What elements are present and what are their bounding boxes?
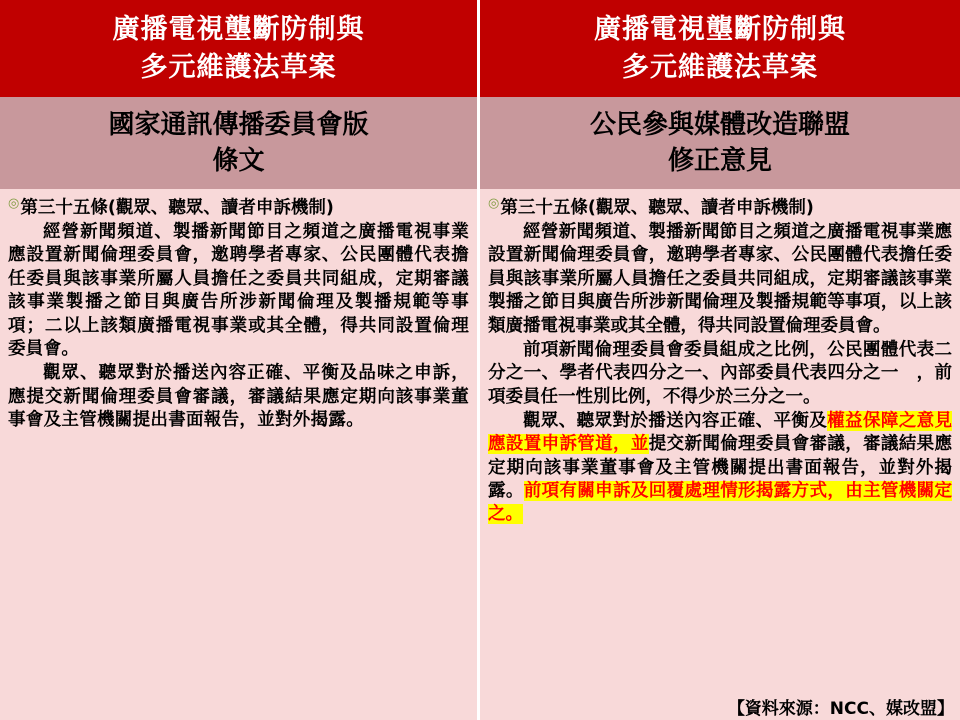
- main-title-right-line2: 多元維護法草案: [622, 51, 818, 83]
- clause-heading-left: [8, 195, 469, 220]
- version-header-left: [0, 97, 480, 189]
- paragraph: 經營新聞頻道、製播新聞節目之頻道之廣播電視事業應設置新聞倫理委員會，邀聘學者專家、公民團體代表擔任委員與該事業所屬人員擔任之委員共同組成，定期審議該事業製播之節目與廣告所涉新聞倫理及製播規範等事項，以上該類廣播電視事業或其全體，得共同設置倫理委員會。: [488, 222, 952, 336]
- version-right-line2: 修正意見: [667, 146, 772, 176]
- version-header-right: [480, 97, 960, 189]
- version-header-band: [0, 97, 960, 189]
- diamond-bullet-icon: ◎: [8, 196, 20, 211]
- main-title-left-line1: 廣播電視壟斷防制與: [112, 14, 365, 46]
- clause-title-left: 第三十五條(觀眾、聽眾、讀者申訴機制): [20, 198, 334, 218]
- source-note: 【資料來源：NCC、媒改盟】: [727, 699, 954, 719]
- paragraph-mixed: [488, 410, 952, 527]
- diamond-bullet-icon: ◎: [488, 196, 500, 211]
- comparison-body: [0, 189, 960, 720]
- text-segment: 提交新聞倫理委員會審議，審議結果應定期向該事業董事會及主管機關提出書面報告，並對外揭露。: [488, 434, 953, 502]
- version-right-line1: 公民參與媒體改造聯盟: [589, 109, 850, 140]
- paragraph: 觀眾、聽眾對於播送內容正確、平衡及品味之申訴，應提交新聞倫理委員會審議，審議結果應定期向該事業董事會及主管機關提出書面報告，並對外揭露。: [8, 363, 469, 430]
- main-title-right: [480, 0, 960, 97]
- main-title-left: [0, 0, 480, 97]
- title-band: [0, 0, 960, 97]
- main-title-right-line1: 廣播電視壟斷防制與: [594, 14, 846, 46]
- clause-title-right: 第三十五條(觀眾、聽眾、讀者申訴機制): [500, 198, 814, 218]
- highlighted-amendment: 前項有關申訴及回覆處理情形揭露方式，由主管機關定之。: [488, 481, 953, 525]
- highlighted-amendment: 權益保障之意見應設置申訴管道，並: [488, 410, 953, 455]
- version-left-line2: 條文: [212, 146, 265, 176]
- paragraph: 經營新聞頻道、製播新聞節目之頻道之廣播電視事業應設置新聞倫理委員會，邀聘學者專家、公民團體代表擔任委員與該事業所屬人員擔任之委員共同組成，定期審議該事業製播之節目與廣告所涉新聞倫理及製播規範等事項；二以上該類廣播電視事業或其全體，得共同設置倫理委員會。: [8, 222, 469, 359]
- version-left-line1: 國家通訊傳播委員會版: [108, 109, 369, 140]
- main-title-left-line2: 多元維護法草案: [140, 51, 337, 83]
- paragraph-amended-red: 前項新聞倫理委員會委員組成之比例，公民團體代表二分之一、學者代表四分之一、內部委員代表四分之一 ，前項委員任一性別比例，不得少於三分之一。: [488, 339, 952, 407]
- column-ncc-version: [0, 189, 480, 720]
- text-segment: 觀眾、聽眾對於播送內容正確、平衡及: [523, 410, 828, 431]
- column-alliance-amendment: [480, 189, 960, 720]
- clause-heading-right: [488, 195, 952, 220]
